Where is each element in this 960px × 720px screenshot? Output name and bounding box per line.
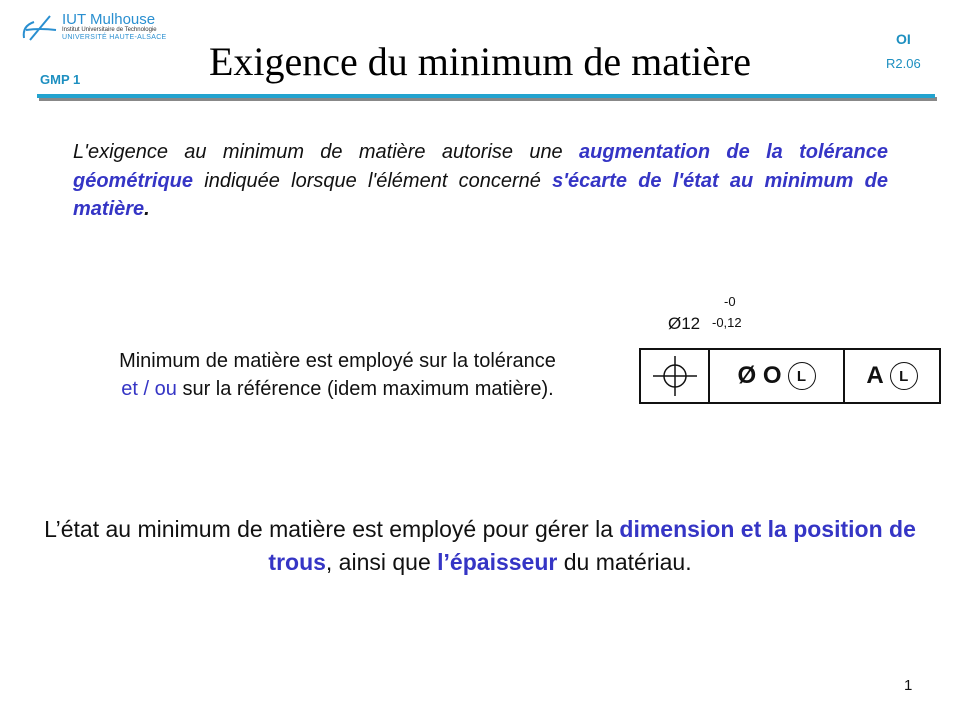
module-label: OI xyxy=(896,31,911,47)
conclusion-paragraph xyxy=(40,513,920,579)
dimension: Ø12 xyxy=(668,314,701,333)
highlight: augmentation de la tolérance géométrique xyxy=(73,141,888,192)
highlight: l’épaisseur xyxy=(437,549,558,575)
position-icon xyxy=(653,356,697,396)
tolerance-value: Ø O xyxy=(737,362,782,389)
lmc-modifier-icon: L xyxy=(788,362,816,390)
text: Minimum de matière est employé sur la tolérance xyxy=(119,350,556,372)
highlight: dimension et la position de trous xyxy=(268,516,916,575)
text: indiquée lorsque l'élément concerné xyxy=(193,169,553,192)
reference-label: R2.06 xyxy=(886,56,921,71)
text: , ainsi que xyxy=(325,549,438,575)
text: sur la référence (idem maximum matière). xyxy=(176,378,554,400)
highlight: et / ou xyxy=(121,378,177,400)
course-label: GMP 1 xyxy=(40,72,81,87)
text: du matériau. xyxy=(557,549,692,575)
header-divider xyxy=(37,94,935,98)
page-number: 1 xyxy=(904,677,913,694)
highlight: s'écarte de l'état au minimum de matière xyxy=(73,169,888,220)
logo-name: IUT Mulhouse xyxy=(62,11,156,28)
note-paragraph xyxy=(60,347,615,403)
text: L’état au minimum de matière est employé pour gérer la xyxy=(44,516,620,542)
logo-subtitle: Institut Universitaire de Technologie xyxy=(62,27,157,33)
tolerance-cell xyxy=(710,350,845,402)
feature-control-frame xyxy=(639,348,941,404)
lower-deviation: -0,12 xyxy=(712,315,742,330)
upper-deviation: -0 xyxy=(724,294,736,309)
datum-letter: A xyxy=(866,362,884,389)
datum-cell xyxy=(845,350,939,402)
page-title: Exigence du minimum de matière xyxy=(208,39,752,84)
position-cell xyxy=(641,350,710,402)
lmc-modifier-icon: L xyxy=(890,362,918,390)
text: L'exigence au minimum de matière autorise une xyxy=(73,141,579,163)
intro-paragraph xyxy=(73,138,888,224)
logo-university: UNIVERSITÉ HAUTE-ALSACE xyxy=(62,34,167,41)
text: . xyxy=(144,198,150,220)
